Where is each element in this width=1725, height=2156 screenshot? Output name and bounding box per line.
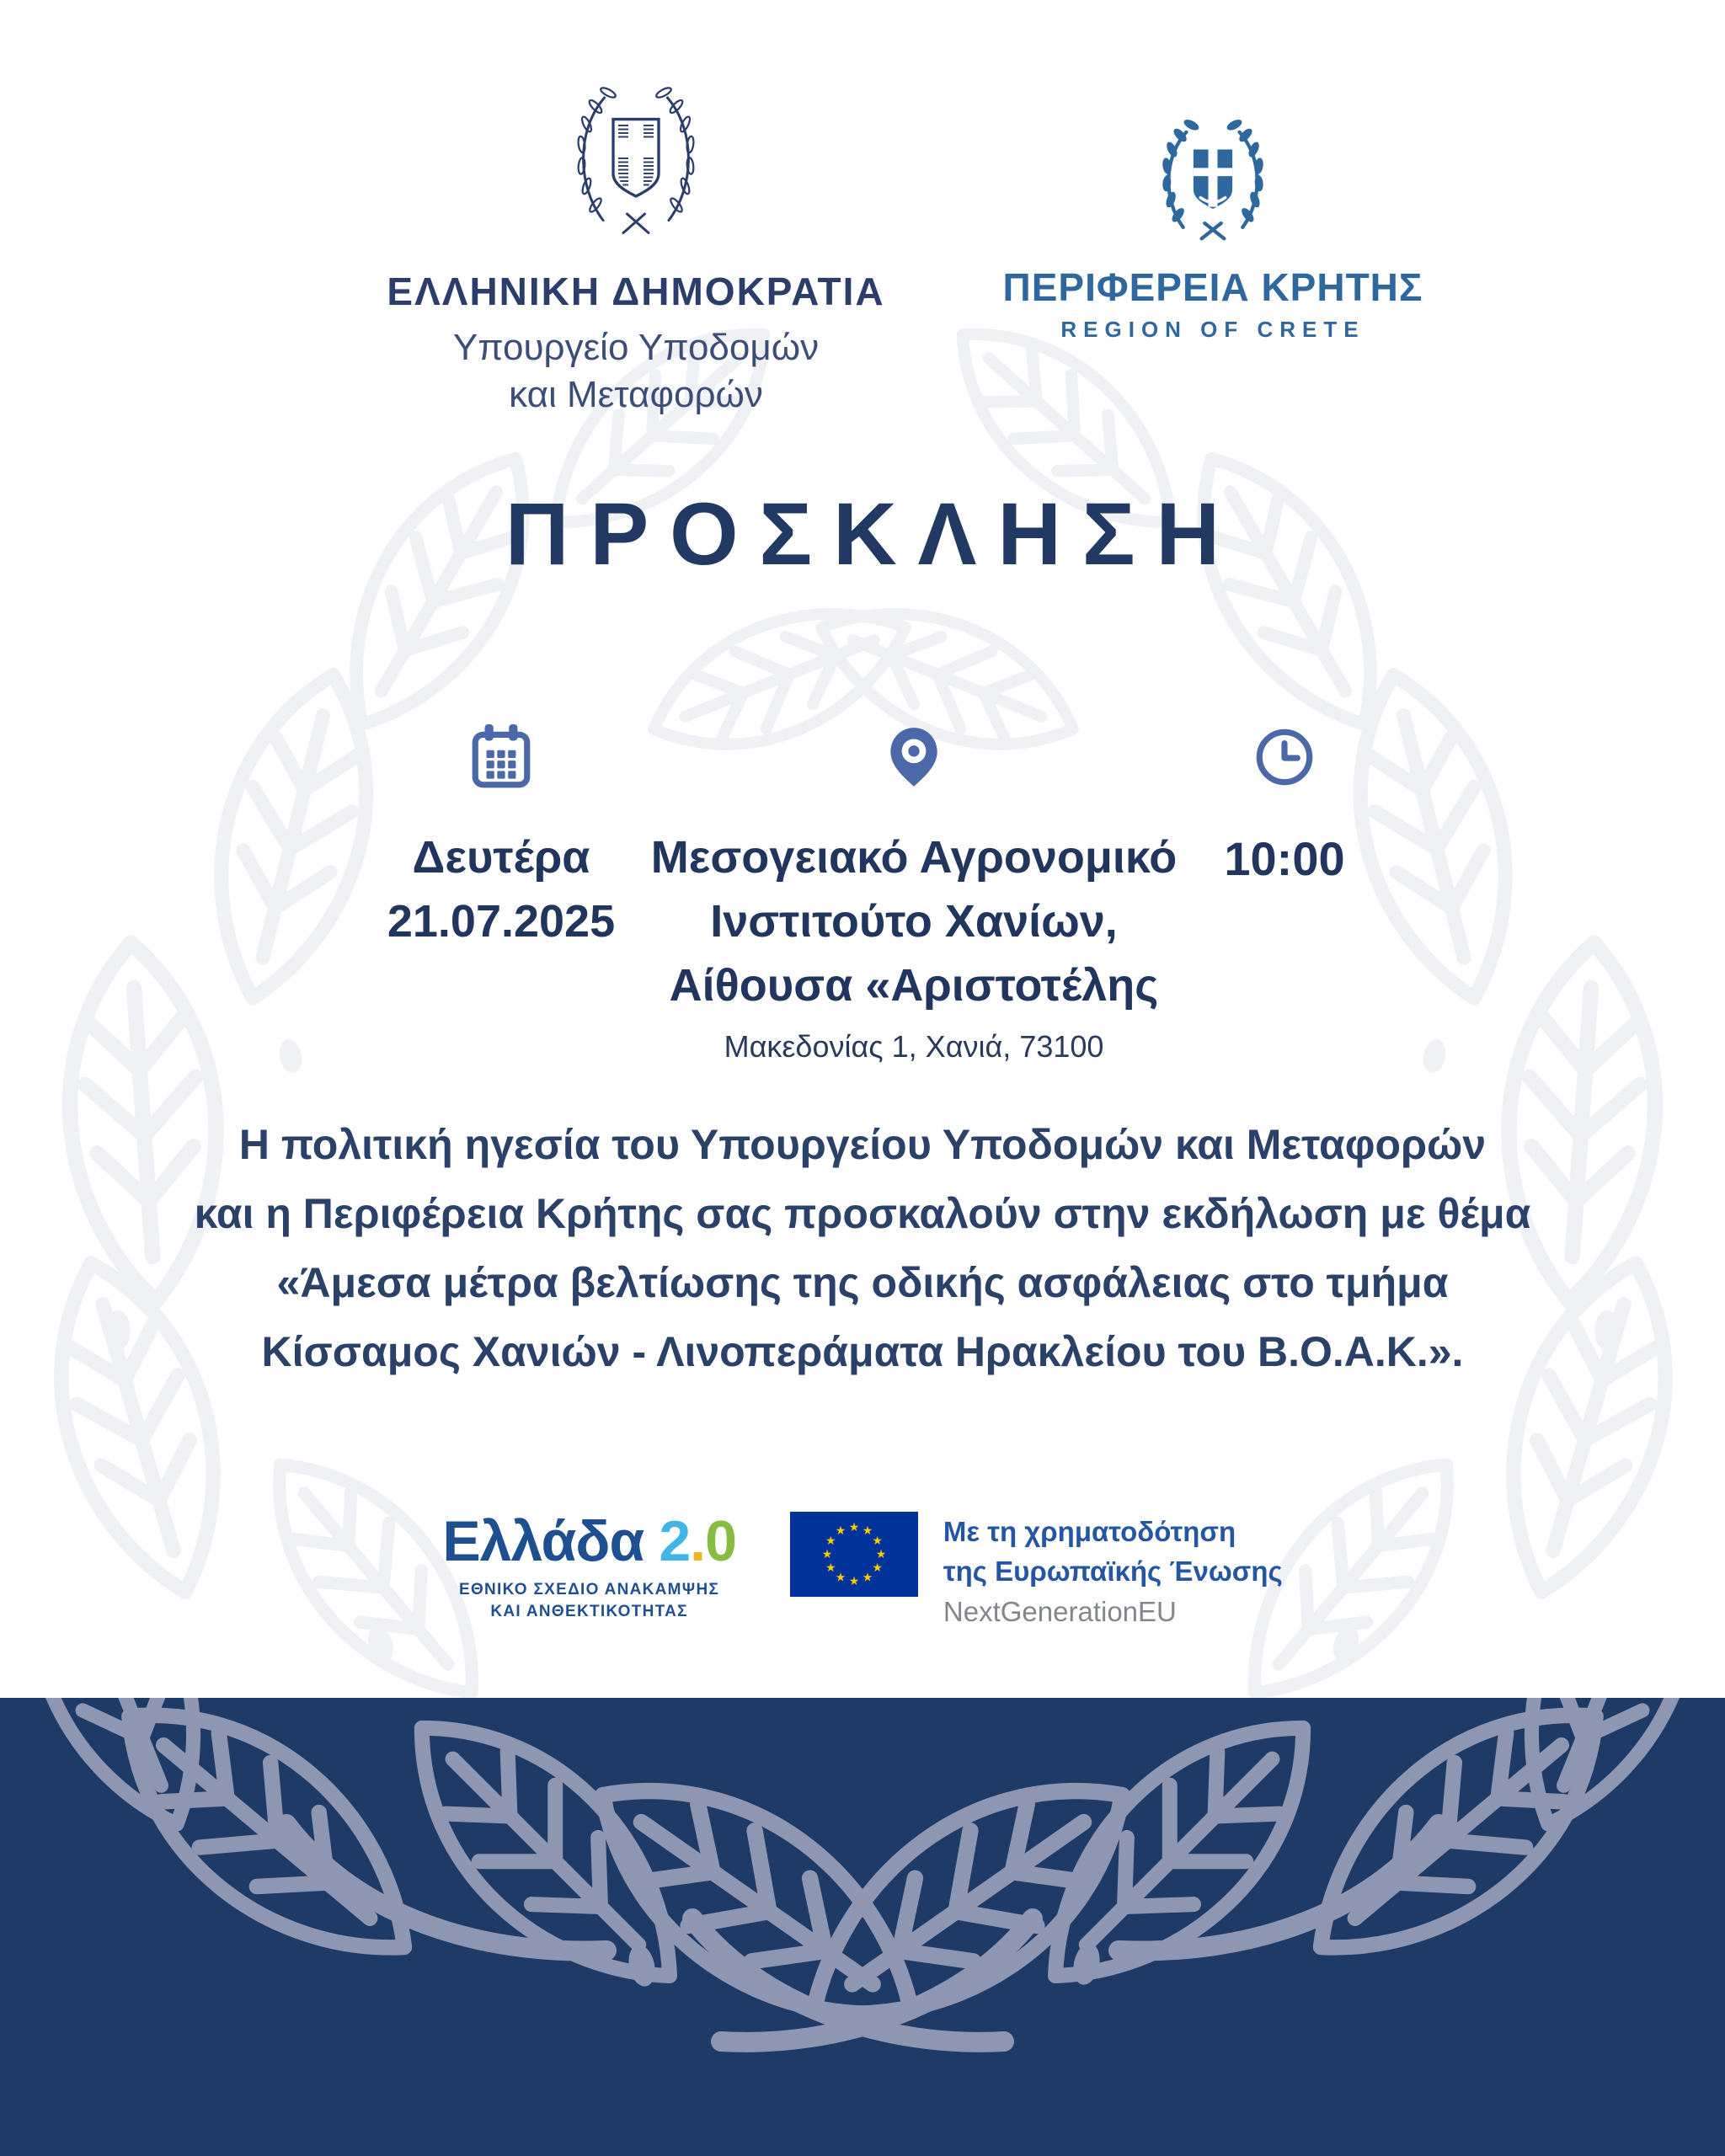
venue-line-2: Ινστιτούτο Χανίων, [710,896,1118,947]
venue-line-3: Αίθουσα «Αριστοτέλης [669,960,1159,1011]
svg-text:★: ★ [872,1561,883,1575]
event-time: 10:00 [1224,832,1345,885]
ministry-name-line-1: Υπουργείο Υποδομών [452,327,820,368]
svg-text:★: ★ [821,1548,833,1561]
invitation-line-2: και η Περιφέρεια Κρήτης σας προσκαλούν στην εκδήλωση με θέμα [194,1190,1531,1237]
crete-wreath-emblem-icon [1154,116,1272,244]
invitation-line-3: «Άμεσα μέτρα βελτίωσης της οδικής ασφάλειας στο τμήμα [276,1259,1449,1306]
greece-2-0-logo [442,1509,736,1623]
greece20-tagline-line-1: ΕΘΝΙΚΟ ΣΧΕΔΙΟ ΑΝΑΚΑΜΨΗΣ [458,1581,720,1598]
greece20-wordmark: Ελλάδα [442,1509,644,1573]
funding-row [0,1509,1725,1628]
venue-line-1: Μεσογειακό Αγρονομικό [650,832,1178,883]
svg-text:★: ★ [835,1524,846,1538]
venue-address: Μακεδονίας 1, Χανιά, 73100 [724,1029,1104,1064]
region-name: ΠΕΡΙΦΕΡΕΙΑ ΚΡΗΤΗΣ [1002,265,1423,309]
location-pin-icon [881,723,947,792]
invitation-line-4: Κίσσαμος Χανιών - Λινοπεράματα Ηρακλείου του Β.Ο.Α.Κ.». [261,1328,1464,1375]
svg-text:★: ★ [862,1524,873,1538]
svg-text:★: ★ [848,1575,860,1588]
time-column [1162,723,1407,891]
eu-flag-icon [790,1512,918,1597]
ministry-name-line-2: και Μεταφορών [509,374,763,415]
svg-text:★: ★ [875,1548,887,1561]
svg-text:★: ★ [825,1534,836,1548]
ministry-logo-block [286,77,985,419]
nextgenerationeu-label: NextGenerationEU [943,1596,1177,1627]
greece20-dot: . [690,1509,706,1573]
venue-column [649,723,1179,1065]
hellenic-coat-of-arms-icon [573,77,699,242]
page-title [0,484,1725,585]
footer-band [0,1698,1725,2156]
invitation-text [0,1110,1725,1386]
republic-title: ΕΛΛΗΝΙΚΗ ΔΗΜΟΚΡΑΤΙΑ [387,270,885,313]
page-title-text: ΠΡΟΣΚΛΗΣΗ [505,485,1241,584]
clock-icon [1252,723,1317,792]
eu-funding-line-1: Με τη χρηματοδότηση [943,1516,1236,1547]
svg-text:★: ★ [872,1534,883,1548]
region-logo-block [960,116,1466,343]
calendar-icon [468,723,534,792]
greece20-digit-zero: 0 [705,1509,736,1573]
svg-text:★: ★ [862,1571,873,1585]
invitation-line-1: Η πολιτική ηγεσία του Υπουργείου Υποδομών και Μεταφορών [238,1121,1487,1168]
svg-text:★: ★ [848,1521,860,1534]
svg-text:★: ★ [835,1571,846,1585]
date-value: 21.07.2025 [387,896,616,947]
date-weekday: Δευτέρα [412,832,590,883]
footer-laurel-graphic [0,1698,1725,2156]
greece20-tagline-line-2: ΚΑΙ ΑΝΘΕΚΤΙΚΟΤΗΤΑΣ [490,1603,688,1620]
greece20-digit-two: 2 [659,1509,691,1573]
date-column [354,723,649,953]
region-name-en: REGION OF CRETE [1060,317,1365,342]
eu-funding-block [790,1512,1283,1628]
svg-text:★: ★ [825,1561,836,1575]
eu-funding-line-2: της Ευρωπαϊκής Ένωσης [943,1556,1283,1587]
